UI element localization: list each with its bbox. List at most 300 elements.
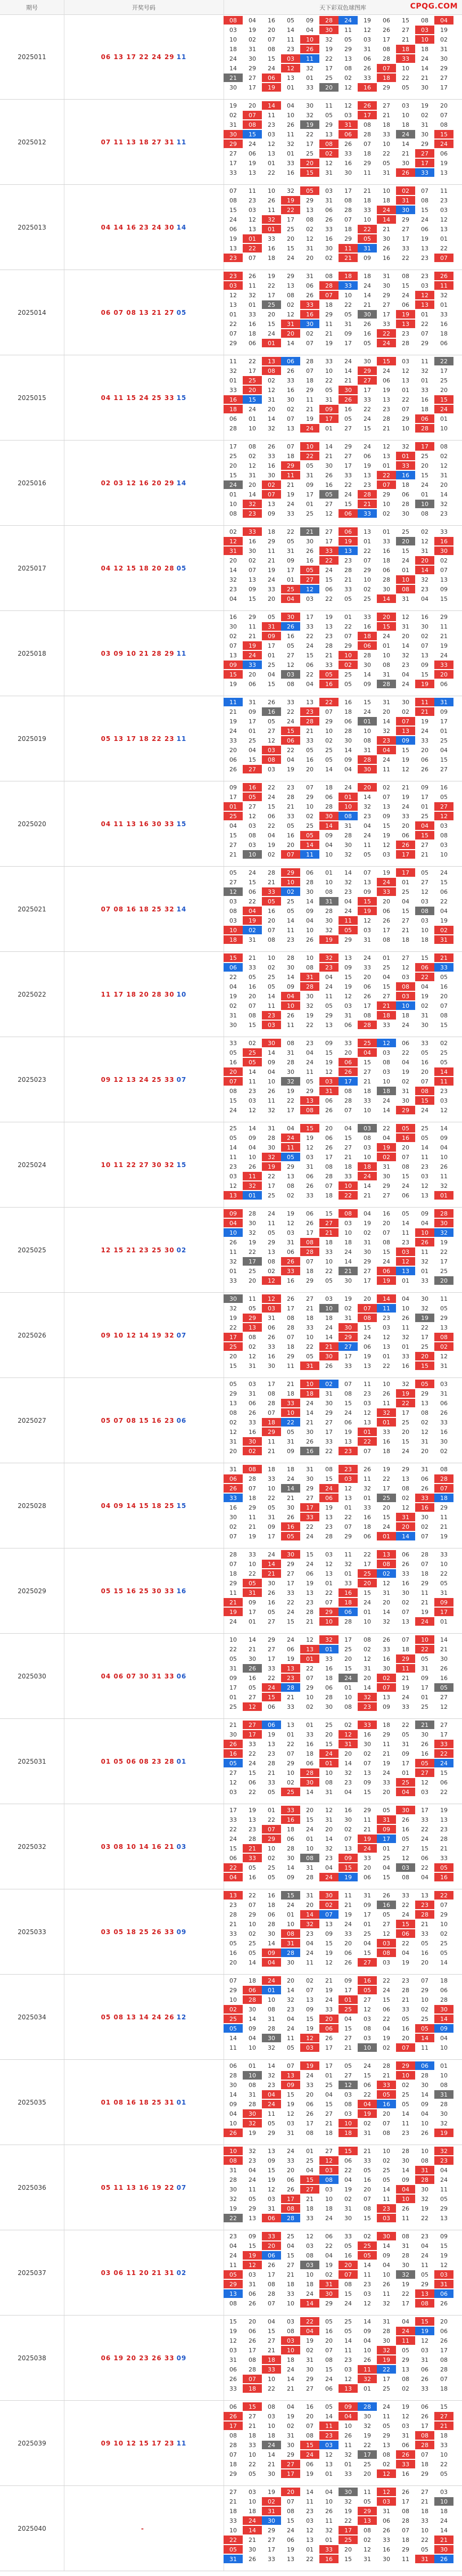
- grid-number: 10: [268, 1078, 275, 1085]
- grid-number: 16: [268, 907, 275, 915]
- grid-number: 27: [325, 500, 333, 508]
- grid-number: 06: [325, 793, 333, 801]
- grid-number: 06: [287, 1248, 294, 1256]
- grid-number: 25: [383, 2385, 390, 2392]
- draw-numbers-cell: [64, 952, 224, 1037]
- grid-number: 33: [229, 737, 237, 744]
- grid-number: 19: [440, 26, 448, 34]
- grid-number: 28: [402, 2147, 409, 2155]
- grid-number: 21: [421, 851, 428, 858]
- grid-number: 05: [383, 2422, 390, 2430]
- grid-number: 09: [383, 1703, 390, 1710]
- grid-number: 21: [339, 1267, 358, 1275]
- grid-row: [224, 2355, 462, 2365]
- grid-number: 29: [306, 1087, 314, 1095]
- grid-number: 24: [402, 291, 409, 299]
- grid-number: 31: [377, 1815, 396, 1824]
- grid-number: 13: [396, 320, 415, 328]
- number-grid: [224, 271, 462, 348]
- grid-row: [224, 612, 462, 622]
- draw-numbers-column-header: 开奖号码: [64, 0, 224, 14]
- grid-number: 30: [287, 1504, 294, 1511]
- grid-number: 03: [364, 2290, 371, 2297]
- grid-number: 11: [383, 765, 390, 773]
- grid-number: 26: [224, 2129, 243, 2137]
- grid-number: 10: [325, 878, 333, 886]
- grid-number: 26: [287, 367, 294, 374]
- grid-number: 05: [243, 1579, 262, 1587]
- grid-number: 14: [440, 491, 448, 498]
- grid-number: 16: [249, 1873, 256, 1881]
- grid-number: 06: [306, 1210, 314, 1217]
- grid-number: 02: [440, 557, 448, 564]
- grid-number: 06: [306, 1759, 314, 1767]
- grid-number: 07: [402, 405, 409, 413]
- grid-row: [224, 2165, 462, 2175]
- grid-number: 12: [249, 1106, 256, 1114]
- grid-number: 30: [421, 2081, 428, 2089]
- grid-number: 25: [249, 1267, 256, 1275]
- grid-number: 11: [402, 1324, 409, 1331]
- grid-number: 01: [364, 1920, 371, 1928]
- grid-row: [224, 2487, 462, 2497]
- blue-ball-number: 15: [176, 394, 187, 402]
- grid-row: [224, 2033, 462, 2043]
- grid-number: 08: [249, 2356, 256, 2363]
- grid-number: 13: [249, 1816, 256, 1823]
- grid-number: 15: [440, 756, 448, 763]
- grid-number: 10: [421, 2120, 428, 2127]
- table-row: [0, 867, 462, 952]
- grid-number: 08: [440, 121, 448, 128]
- grid-number: 22: [383, 2015, 390, 2023]
- grid-number: 10: [415, 35, 434, 44]
- grid-number: 30: [440, 1438, 448, 1445]
- grid-number: 08: [364, 1134, 371, 1142]
- grid-number: 04: [249, 2034, 256, 2042]
- grid-number: 05: [364, 2166, 371, 2174]
- grid-number: 24: [383, 632, 390, 640]
- grid-number: 03: [421, 917, 428, 924]
- grid-number: 09: [364, 254, 371, 262]
- grid-number: 33: [249, 2441, 256, 2449]
- grid-number: 08: [364, 2526, 371, 2534]
- grid-number: 30: [325, 462, 333, 469]
- grid-number: 32: [421, 576, 428, 583]
- grid-number: 22: [319, 556, 339, 565]
- grid-number: 11: [364, 1475, 371, 1482]
- grid-number: 33: [383, 131, 390, 138]
- grid-number: 27: [243, 765, 262, 773]
- grid-number: 27: [383, 301, 390, 308]
- grid-number: 24: [287, 1608, 294, 1616]
- grid-number: 19: [300, 120, 319, 129]
- grid-number: 22: [224, 1863, 243, 1872]
- grid-number: 17: [377, 1835, 396, 1843]
- grid-number: 03: [396, 1248, 415, 1256]
- grid-number: 04: [268, 2318, 275, 2325]
- table-row: [0, 1889, 462, 1975]
- grid-number: 16: [319, 2555, 339, 2563]
- grid-number: 04: [396, 1788, 415, 1796]
- grid-number: 16: [383, 1655, 390, 1662]
- grid-number: 12: [306, 1636, 314, 1643]
- grid-number: 14: [306, 898, 314, 905]
- grid-number: 31: [300, 1362, 319, 1370]
- grid-row: [224, 1938, 462, 1948]
- grid-number: 09: [268, 1523, 275, 1530]
- grid-row: [224, 1844, 462, 1853]
- grid-number: 30: [249, 1655, 256, 1662]
- grid-number: 13: [344, 1494, 352, 1502]
- grid-number: 17: [344, 1636, 352, 1643]
- grid-number: 24: [364, 415, 371, 422]
- grid-row: [224, 243, 462, 253]
- grid-number: 08: [268, 45, 275, 53]
- grid-number: 01: [402, 1343, 409, 1350]
- grid-number: 29: [229, 1986, 237, 1994]
- grid-number: 12: [364, 2300, 371, 2307]
- grid-number: 12: [243, 1702, 262, 1711]
- grid-number: 13: [364, 1769, 371, 1776]
- grid-number: 26: [364, 2356, 371, 2363]
- grid-number: 22: [249, 1750, 256, 1757]
- grid-number: 03: [229, 2346, 237, 2354]
- grid-number: 12: [287, 2110, 294, 2117]
- grid-number: 21: [415, 707, 434, 716]
- grid-number: 12: [440, 216, 448, 223]
- grid-number: 29: [421, 2280, 428, 2288]
- grid-number: 10: [364, 576, 371, 583]
- grid-number: 17: [306, 140, 314, 148]
- grid-number: 01: [383, 462, 390, 469]
- table-row: [0, 1378, 462, 1463]
- grid-number: 16: [262, 707, 281, 716]
- grid-number: 05: [229, 1380, 237, 1388]
- grid-number: 10: [364, 1153, 371, 1161]
- grid-number: 04: [440, 1144, 448, 1151]
- grid-number: 02: [268, 377, 275, 384]
- grid-number: 05: [421, 1655, 428, 1662]
- grid-number: 28: [377, 680, 396, 688]
- grid-number: 20: [402, 1144, 409, 1151]
- grid-number: 31: [249, 2091, 256, 2098]
- grid-number: 02: [229, 632, 237, 640]
- grid-number: 24: [325, 983, 333, 990]
- grid-number: 21: [402, 150, 409, 157]
- grid-number: 04: [421, 1873, 428, 1881]
- grid-number: 26: [383, 2280, 390, 2288]
- grid-row: [224, 499, 462, 509]
- grid-row: [224, 556, 462, 565]
- number-grid: [224, 527, 462, 604]
- grid-number: 10: [383, 651, 390, 659]
- blue-ball-number: 06: [176, 1416, 187, 1424]
- grid-number: 17: [319, 414, 339, 423]
- grid-number: 31: [415, 2555, 434, 2563]
- grid-row: [224, 73, 462, 83]
- grid-number: 04: [229, 2110, 237, 2117]
- grid-number: 33: [415, 168, 434, 177]
- grid-row: [224, 1057, 462, 1067]
- grid-row: [224, 195, 462, 205]
- grid-number: 23: [377, 2204, 396, 2213]
- grid-number: 04: [358, 1048, 377, 1057]
- grid-number: 30: [344, 169, 352, 176]
- grid-number: 12: [306, 2526, 314, 2534]
- period-cell: 2025018: [0, 611, 64, 696]
- grid-row: [224, 1408, 462, 1417]
- grid-number: 15: [249, 2242, 256, 2249]
- grid-number: 17: [281, 2469, 300, 2478]
- grid-number: 09: [287, 983, 294, 990]
- grid-number: 28: [415, 2175, 434, 2184]
- grid-number: 22: [287, 746, 294, 754]
- grid-number: 13: [344, 55, 352, 62]
- grid-number: 08: [344, 1087, 352, 1095]
- grid-number: 04: [344, 2176, 352, 2183]
- grid-number: 10: [344, 2422, 352, 2430]
- grid-number: 07: [249, 1901, 256, 1909]
- grid-number: 21: [268, 2460, 275, 2468]
- grid-number: 13: [287, 282, 294, 289]
- grid-number: 28: [402, 339, 409, 347]
- grid-number: 03: [421, 2346, 428, 2354]
- grid-number: 19: [440, 2252, 448, 2259]
- grid-number: 32: [287, 140, 294, 148]
- grid-number: 28: [306, 1873, 314, 1881]
- grid-row: [224, 850, 462, 859]
- grid-number: 11: [300, 850, 319, 859]
- grid-number: 12: [421, 1779, 428, 1786]
- grid-number: 31: [396, 196, 415, 205]
- grid-number: 24: [364, 708, 371, 715]
- grid-row: [224, 2554, 462, 2564]
- grid-row: [224, 2535, 462, 2545]
- grid-row: [224, 821, 462, 830]
- grid-number: 24: [364, 1333, 371, 1341]
- grid-row: [224, 1294, 462, 1303]
- grid-number: 01: [421, 377, 428, 384]
- grid-number: 23: [287, 784, 294, 791]
- grid-number: 16: [268, 244, 275, 252]
- number-grid: [224, 1550, 462, 1626]
- grid-number: 25: [440, 1267, 448, 1275]
- grid-number: 29: [249, 1504, 256, 1511]
- grid-number: 21: [364, 2147, 371, 2155]
- grid-number: 01: [434, 1191, 453, 1200]
- grid-row: [224, 2497, 462, 2506]
- grid-number: 04: [306, 917, 314, 924]
- grid-number: 24: [306, 1825, 314, 1833]
- grid-number: 33: [364, 206, 371, 214]
- grid-number: 15: [249, 756, 256, 763]
- grid-row: [224, 1427, 462, 1437]
- grid-number: 12: [249, 216, 256, 223]
- grid-number: 18: [344, 708, 352, 715]
- grid-row: [224, 1323, 462, 1332]
- grid-number: 14: [229, 64, 237, 72]
- grid-number: 17: [243, 1257, 262, 1266]
- grid-number: 12: [300, 585, 319, 593]
- grid-number: 10: [440, 1920, 448, 1928]
- grid-number: 22: [402, 74, 409, 81]
- table-row: [0, 185, 462, 270]
- grid-number: 24: [287, 718, 294, 725]
- grid-number: 03: [306, 1153, 314, 1161]
- grid-row: [224, 63, 462, 73]
- grid-number: 16: [402, 2470, 409, 2477]
- grid-number: 04: [344, 898, 352, 905]
- grid-number: 17: [440, 2346, 448, 2354]
- grid-number: 19: [249, 26, 256, 34]
- grid-number: 16: [421, 613, 428, 621]
- grid-number: 23: [383, 405, 390, 413]
- grid-number: 22: [287, 1740, 294, 1748]
- grid-number: 10: [325, 2498, 333, 2505]
- grid-number: 10: [281, 1408, 300, 1417]
- grid-row: [224, 2365, 462, 2374]
- grid-number: 08: [224, 16, 243, 25]
- grid-number: 16: [402, 1825, 409, 1833]
- grid-number: 29: [249, 2205, 256, 2212]
- grid-number: 14: [325, 765, 333, 773]
- grid-number: 22: [249, 2460, 256, 2468]
- grid-number: 33: [402, 244, 409, 252]
- grid-row: [224, 840, 462, 850]
- grid-number: 17: [325, 1153, 333, 1161]
- number-grid: [224, 356, 462, 433]
- grid-number: 16: [268, 462, 275, 469]
- grid-number: 20: [434, 1276, 453, 1285]
- grid-number: 30: [339, 386, 358, 394]
- grid-number: 29: [287, 1163, 294, 1170]
- grid-number: 06: [383, 566, 390, 574]
- grid-number: 30: [383, 1172, 390, 1180]
- grid-number: 28: [415, 424, 434, 433]
- grid-number: 28: [415, 2441, 434, 2449]
- grid-row: [224, 565, 462, 575]
- grid-number: 07: [229, 2451, 237, 2458]
- grid-number: 33: [268, 235, 275, 242]
- grid-number: 26: [402, 1816, 409, 1823]
- grid-number: 15: [306, 2015, 314, 2023]
- grid-number: 01: [339, 793, 358, 801]
- grid-number: 29: [402, 2546, 409, 2553]
- grid-number: 12: [325, 1806, 333, 1814]
- grid-number: 26: [243, 1664, 262, 1673]
- red-ball-numbers: 05 15 16 25 30 33: [101, 1587, 175, 1595]
- grid-number: 20: [281, 329, 300, 338]
- table-row: [0, 696, 462, 781]
- grid-number: 27: [268, 2337, 275, 2344]
- grid-number: 02: [402, 2385, 409, 2392]
- grid-row: [224, 697, 462, 707]
- grid-number: 02: [243, 1447, 262, 1455]
- grid-number: 33: [364, 964, 371, 971]
- grid-number: 31: [287, 547, 294, 555]
- grid-number: 08: [383, 45, 390, 53]
- grid-number: 29: [440, 2205, 448, 2212]
- grid-number: 09: [325, 832, 333, 839]
- grid-number: 05: [364, 2498, 371, 2505]
- number-grid: [224, 697, 462, 774]
- grid-row: [224, 594, 462, 604]
- grid-number: 05: [319, 490, 339, 499]
- grid-number: 32: [344, 2498, 352, 2505]
- grid-number: 03: [377, 2214, 396, 2222]
- grid-number: 32: [402, 1380, 409, 1388]
- grid-number: 25: [306, 150, 314, 157]
- period-cell: 2025039: [0, 2401, 64, 2485]
- grid-number: 04: [358, 2100, 377, 2108]
- grid-number: 33: [434, 661, 453, 669]
- grid-number: 04: [440, 746, 448, 754]
- grid-number: 08: [325, 1779, 333, 1786]
- grid-number: 30: [364, 2412, 371, 2420]
- grid-row: [224, 1522, 462, 1531]
- grid-number: 09: [440, 585, 448, 593]
- grid-number: 19: [358, 2109, 377, 2118]
- grid-number: 20: [364, 1864, 371, 1871]
- grid-number: 08: [319, 2175, 339, 2184]
- grid-number: 18: [383, 197, 390, 204]
- grid-number: 21: [440, 1523, 448, 1530]
- grid-number: 11: [306, 1068, 314, 1075]
- grid-number: 15: [287, 2091, 294, 2098]
- grid-number: 30: [306, 537, 314, 545]
- grid-number: 22: [306, 632, 314, 640]
- grid-number: 07: [364, 557, 371, 564]
- grid-number: 27: [306, 2385, 314, 2392]
- grid-number: 05: [402, 2346, 409, 2354]
- grid-number: 07: [325, 708, 333, 715]
- grid-number: 03: [224, 281, 243, 290]
- grid-number: 28: [364, 651, 371, 659]
- grid-number: 19: [262, 83, 281, 92]
- grid-number: 33: [440, 311, 448, 318]
- grid-number: 30: [364, 357, 371, 365]
- grid-number: 04: [306, 26, 314, 34]
- grid-number: 19: [287, 1087, 294, 1095]
- grid-row: [224, 1191, 462, 1200]
- grid-number: 27: [287, 1570, 294, 1577]
- grid-number: 20: [440, 386, 448, 394]
- grid-number: 20: [402, 1428, 409, 1436]
- grid-number: 33: [243, 527, 262, 536]
- grid-number: 18: [402, 1645, 409, 1653]
- grid-number: 08: [306, 216, 314, 223]
- grid-number: 19: [306, 1012, 314, 1019]
- grid-number: 09: [344, 756, 352, 763]
- grid-number: 08: [268, 2006, 275, 2013]
- grid-number: 33: [344, 1579, 352, 1587]
- grid-number: 28: [434, 1474, 453, 1483]
- grid-number: 01: [364, 1494, 371, 1502]
- grid-number: 14: [325, 2412, 333, 2420]
- grid-number: 25: [396, 1778, 415, 1787]
- grid-number: 26: [364, 320, 371, 328]
- grid-number: 22: [383, 1362, 390, 1369]
- grid-number: 16: [287, 832, 294, 839]
- grid-number: 18: [440, 2385, 448, 2392]
- grid-number: 06: [229, 756, 237, 763]
- grid-number: 02: [287, 405, 294, 413]
- grid-number: 03: [249, 2488, 256, 2496]
- grid-number: 33: [325, 1655, 333, 1662]
- grid-number: 33: [325, 357, 333, 365]
- grid-number: 21: [383, 1750, 390, 1757]
